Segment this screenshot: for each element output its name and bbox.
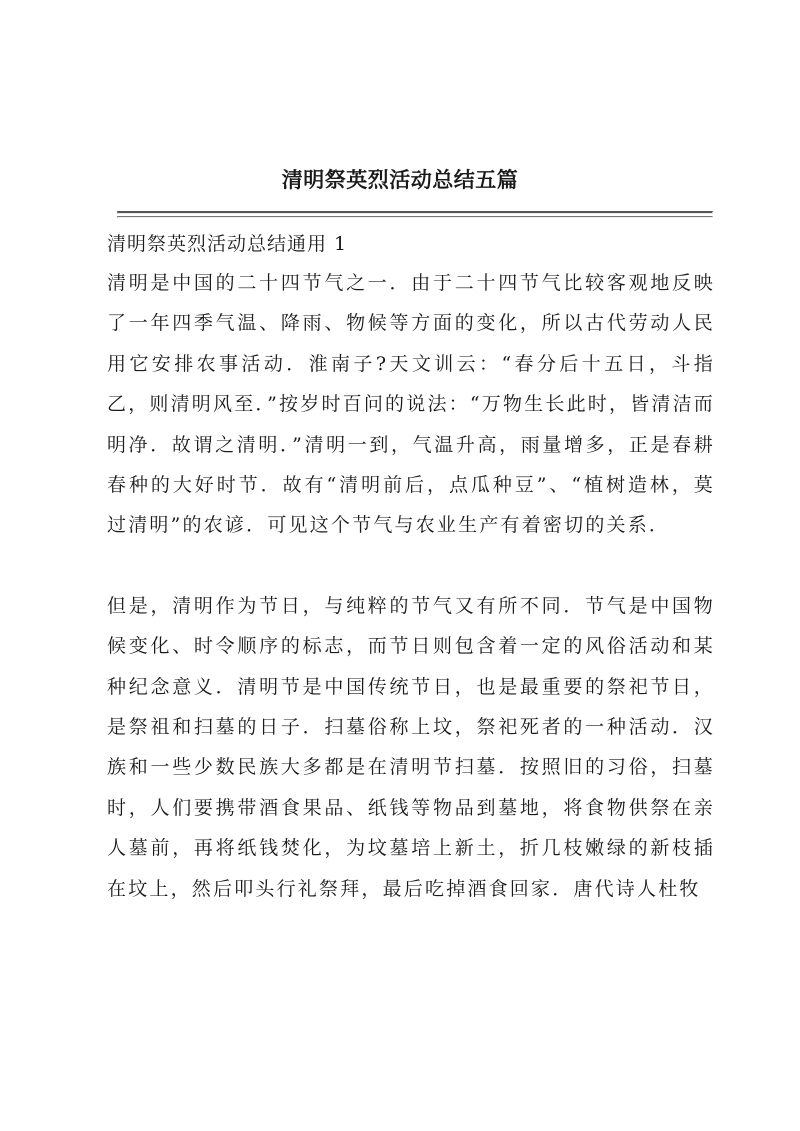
body-paragraph-2: 但是，清明作为节日，与纯粹的节气又有所不同．节气是中国物候变化、时令顺序的标志，而节日则包含着一定的风俗活动和某种纪念意义．清明节是中国传统节日，也是最重要的祭祀节日，是祭祖和扫墓的日子．扫墓俗称上坟，祭祀死者的一种活动．汉族和一些少数民族大多都是在清明节扫墓．按照旧的习俗，扫墓时，人们要携带酒食果品、纸钱等物品到墓地，将食物供祭在亲人墓前，再将纸钱焚化，为坟墓培上新土，折几枝嫩绿的新枝插在坟上，然后叩头行礼祭拜，最后吃掉酒食回家．唐代诗人杜牧	[107, 594, 715, 900]
section-subheading: 清明祭英烈活动总结通用 1	[107, 233, 348, 255]
title-divider-thin	[117, 216, 713, 218]
title-divider-thick	[117, 211, 713, 214]
document-title: 清明祭英烈活动总结五篇	[281, 167, 519, 192]
body-paragraph-1: 清明是中国的二十四节气之一．由于二十四节气比较客观地反映了一年四季气温、降雨、物候等方面的变化，所以古代劳动人民用它安排农事活动．淮南子?天文训云：“春分后十五日，斗指乙，则清明风至．”按岁时百问的说法：“万物生长此时，皆清洁而明净．故谓之清明．”清明一到，气温升高，雨量增多，正是春耕春种的大好时节．故有“清明前后，点瓜种豆”、“植树造林，莫过清明”的农谚．可见这个节气与农业生产有着密切的关系．	[107, 272, 715, 537]
document-body	[107, 225, 715, 909]
